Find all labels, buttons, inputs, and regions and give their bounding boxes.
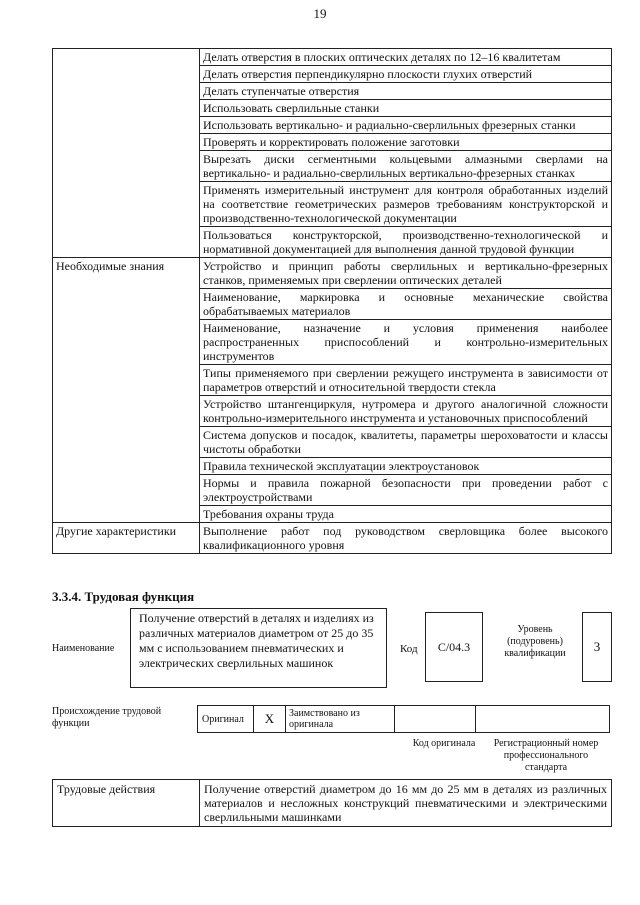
section-title: 3.3.4. Трудовая функция (52, 589, 195, 604)
naming-label: Наименование (52, 643, 115, 654)
table-cell: Проверять и корректировать положение заготовки (200, 134, 612, 151)
table-row (53, 523, 612, 554)
borrowed-cell: Заимствовано из оригинала (285, 705, 395, 733)
table-row (53, 780, 612, 827)
original-mark-cell: X (253, 705, 286, 733)
code-original-cell (394, 705, 476, 733)
table-cell: Наименование, маркировка и основные механические свойства обрабатываемых материалов (200, 289, 612, 320)
table-cell: Использовать вертикально- и радиально-сверлильных фрезерных станки (200, 117, 612, 134)
table-cell: Делать отверстия перпендикулярно плоскости глухих отверстий (200, 66, 612, 83)
function-name-box: Получение отверстий в деталях и изделиях из различных материалов диаметром от 25 до 35 мм с использованием пневматических и электрических сверлильных машинок (130, 608, 387, 688)
reg-number-caption: Регистрационный номер профессионального стандарта (493, 738, 599, 773)
level-label: Уровень (подуровень) квалификации (504, 624, 566, 659)
table-row (53, 49, 612, 66)
reg-number-cell (475, 705, 610, 733)
origin-row (198, 705, 612, 733)
code-label: Код (400, 643, 418, 655)
table-cell: Наименование, назначение и условия применения наиболее распространенных приспособлений и контрольно-измерительных инструментов (200, 320, 612, 365)
table-cell: Использовать сверлильные станки (200, 100, 612, 117)
table-cell: Применять измерительный инструмент для контроля обработанных изделий на соответствие геометрических размеров требованиям конструкторской и производственно-технологической документации (200, 182, 612, 227)
row-header-cell (53, 49, 200, 258)
code-original-caption: Код оригинала (412, 738, 476, 749)
labor-actions-text: Получение отверстий диаметром до 16 мм до 25 мм в деталях из различных материалов и несложных конструкций пневматическими и электрическими сверлильными машинками (200, 780, 612, 827)
original-cell (197, 705, 254, 733)
origin-label: Происхождение трудовой функции (52, 706, 162, 729)
table-cell: Пользоваться конструкторской, производственно-технологической и нормативной документацией для выполнения данной трудовой функции (200, 227, 612, 258)
table-cell: Типы применяемого при сверлении режущего инструмента в зависимости от параметров отверстий и относительной твердости стекла (200, 365, 612, 396)
code-value-box: C/04.3 (425, 612, 483, 682)
table-cell: Вырезать диски сегментными кольцевыми алмазными сверлами на вертикально- и радиально-сверлильных вертикально-фрезерных станках (200, 151, 612, 182)
row-header-cell: Другие характеристики (53, 523, 200, 554)
original-label: Оригинал (202, 713, 244, 725)
table-cell: Требования охраны труда (200, 506, 612, 523)
table-cell: Нормы и правила пожарной безопасности при проведении работ с электроустройствами (200, 475, 612, 506)
table-cell: Правила технической эксплуатации электроустановок (200, 458, 612, 475)
table-cell: Устройство штангенциркуля, нутромера и другого аналогичной сложности контрольно-измерительного инструмента и установочных приспособлений (200, 396, 612, 427)
level-value-box: 3 (582, 612, 612, 682)
table-cell: Делать ступенчатые отверстия (200, 83, 612, 100)
table-cell: Выполнение работ под руководством сверловщика более высокого квалификационного уровня (200, 523, 612, 554)
table-row (53, 258, 612, 289)
labor-actions-table (52, 779, 612, 827)
page-number: 19 (313, 6, 327, 21)
table-cell: Делать отверстия в плоских оптических деталях по 12–16 квалитетам (200, 49, 612, 66)
requirements-table (52, 48, 612, 554)
labor-actions-label: Трудовые действия (53, 780, 200, 827)
row-header-cell: Необходимые знания (53, 258, 200, 523)
table-cell: Система допусков и посадок, квалитеты, параметры шероховатости и классы чистоты обработки (200, 427, 612, 458)
table-cell: Устройство и принцип работы сверлильных и вертикально-фрезерных станков, применяемых при сверлении оптических деталей (200, 258, 612, 289)
